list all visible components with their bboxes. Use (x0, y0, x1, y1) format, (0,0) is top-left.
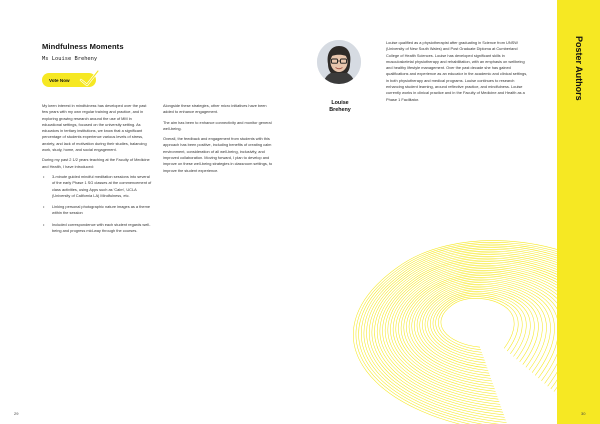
bullet-icon: • (43, 204, 45, 210)
wave-line (428, 290, 535, 362)
wave-line (409, 277, 563, 380)
vote-now-button[interactable] (42, 73, 96, 87)
wave-line (420, 284, 547, 370)
wave-line (436, 295, 523, 354)
body-column-2 (163, 103, 275, 178)
avatar (317, 40, 361, 84)
wave-line (414, 281, 554, 376)
profile-first-name: Louise (331, 100, 349, 106)
wave-line (441, 298, 514, 348)
paragraph: My keen interest in mindfulness has developed over the past few years with my own regular training and practice, and in exploring growing research around the use of MM in educational settings, focused on the university setting. As educators in tertiary institutions, we know that a significant percentage of students experience various levels of stress, anxiety, and lack of motivation during their studies, balancing work, study, home, and social engagement. (42, 103, 147, 153)
checkmark-icon (78, 67, 100, 89)
wave-line (422, 286, 542, 367)
bullet-icon: • (43, 221, 45, 227)
list-item-text: Included correspondence with each student regards well-being and progress mid-way through the courses. (52, 221, 151, 234)
list-item (42, 204, 152, 217)
sidebar-title (568, 36, 584, 101)
page-number-left: 29 (14, 411, 19, 416)
bullet-icon: • (43, 173, 45, 179)
wave-line (438, 297, 518, 351)
list-item-text: 3-minute guided mindful meditation sessions into several of the early Phase 1 SG classes at the commencement of class activities, using Apps such as 'Calm', UCLA (University of California LA) Mindfulness, etc. (52, 173, 152, 198)
wave-line (425, 288, 538, 365)
wave-line (430, 291, 530, 359)
wave-line (412, 279, 559, 378)
wave-line (401, 272, 575, 389)
bio-text: Louise qualified as a physiotherapist after graduating in Science from UNSW (University of New South Wales) and Post Graduate Diploma at Cumberland College of Health Sciences. Louise has developed significant skills in musculoskeletal physiotherapy and rehabilitation, with an emphasis on wellbeing and healthy lifestyle management. Over the past decade she has gained qualifications and experience as an educator in the academic and clinical settings, in both physiotherapy and medical programs. Louise continues to research enhancing student learning, around reflective practice, and mindfulness. Louise currently works in clinical practice and in the Faculty of Medicine and Health as a Phase 1 Facilitator. (386, 40, 528, 102)
profile-name (318, 100, 362, 114)
paragraph: The aim has been to enhance connectivity and monitor general well-being. (163, 119, 272, 131)
paragraph: Alongside these strategies, other micro initiatives have been added to enhance engagement. (163, 103, 267, 115)
poster-author: Ms Louise Breheny (42, 56, 98, 62)
sidebar-title-text: Poster Authors (574, 36, 584, 101)
list-item (42, 174, 152, 199)
list-item-text: Linking personal photographic nature images as a theme within the session (52, 204, 150, 216)
sidebar-banner (557, 0, 600, 424)
wave-line (406, 276, 566, 384)
wave-line (398, 270, 578, 391)
wave-line (396, 269, 583, 395)
list-item (42, 222, 152, 235)
body-column-1 (42, 103, 152, 239)
vote-now-label: Vote Now (49, 77, 70, 83)
initiatives-list (42, 174, 152, 234)
paragraph: During my past 2 1/2 years teaching at the Faculty of Medicine and Health, I have introduced: (42, 157, 150, 169)
profile-last-name: Breheny (329, 107, 351, 113)
profile-bio (386, 40, 528, 107)
wave-line (433, 293, 526, 356)
wave-line (417, 283, 550, 373)
poster-title: Mindfulness Moments (42, 42, 124, 51)
paragraph: Overall, the feedback and engagement from students with this approach has been positive, including benefits of creating calm environment, consideration of all well-being, inclusivity, and improved collaboration. Moving forward, I plan to develop and improve on these well-being strategies in classroom settings, to improve the student experience. (163, 136, 273, 173)
page-number-right: 30 (581, 411, 586, 416)
portrait-photo (317, 40, 361, 84)
wave-line (404, 274, 571, 386)
